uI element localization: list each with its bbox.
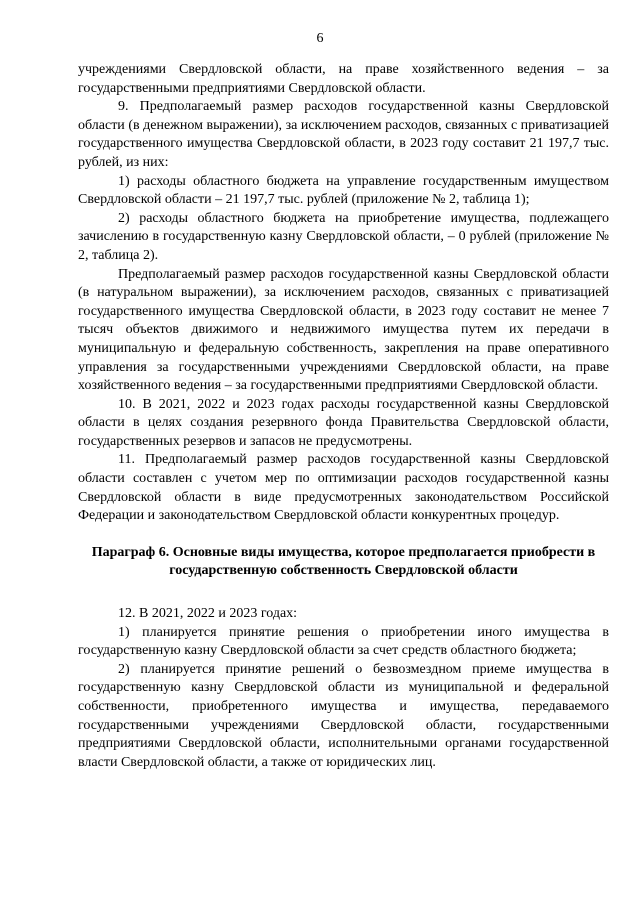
paragraph-item-12: 12. В 2021, 2022 и 2023 годах:: [118, 606, 298, 622]
section-heading: Параграф 6. Основные виды имущества, которое предполагается приобрести в государственную собственность Свердловской области: [91, 544, 596, 579]
paragraph-subitem-9-1: 1) расходы областного бюджета на управление государственным имуществом Свердловской области – 21 197,7 тыс. рублей (приложение № 2, таблица 1);: [78, 173, 609, 208]
document-body: [78, 61, 609, 772]
paragraph-item-11: 11. Предполагаемый размер расходов государственной казны Свердловской области составлен с учетом мер по оптимизации расходов государственной казны Свердловской области в виде предусмотренных законодательством Российской Федерации и законодательством Свердловской области конкурентных процедур.: [78, 452, 609, 524]
paragraph-subitem-9-2: 2) расходы областного бюджета на приобретение имущества, подлежащего зачислению в государственную казну Свердловской области, – 0 рублей (приложение № 2, таблица 2).: [78, 210, 609, 263]
paragraph-natural-expression: Предполагаемый размер расходов государственной казны Свердловской области (в натуральном выражении), за исключением расходов, связанных с приватизацией государственного имущества Свердловской области, в 2023 году составит не менее 7 тысяч объектов движимого и недвижимого имущества путем их передачи в муниципальную и федеральную собственность, закрепления на праве оперативного управления за государственными учреждениями Свердловской области, на праве хозяйственного ведения – за государственными предприятиями Свердловской области.: [78, 266, 609, 394]
paragraph-item-9: 9. Предполагаемый размер расходов государственной казны Свердловской области (в денежном выражении), за исключением расходов, связанных с приватизацией государственного имущества Свердловской области, в 2023 году составит 21 197,7 тыс. рублей, из них:: [78, 99, 609, 170]
paragraph-continuation: учреждениями Свердловской области, на праве хозяйственного ведения – за государственными предприятиями Свердловской области.: [78, 62, 609, 96]
paragraph-item-10: 10. В 2021, 2022 и 2023 годах расходы государственной казны Свердловской области в целях создания резервного фонда Правительства Свердловской области, государственных резервов и запасов не предусмотрены.: [78, 396, 609, 449]
paragraph-subitem-12-2: 2) планируется принятие решений о безвозмездном приеме имущества в государственную казну Свердловской области из муниципальной и федеральной собственности, приобретенного имущества и имущества, передаваемого государственными учреждениями Свердловской области, государственными предприятиями Свердловской области, исполнительными органами государственной власти Свердловской области, а также от юридических лиц.: [78, 661, 609, 770]
paragraph-subitem-12-1: 1) планируется принятие решения о приобретении иного имущества в государственную казну Свердловской области за счет средств областного бюджета;: [78, 624, 609, 659]
page-number: 6: [316, 31, 324, 46]
